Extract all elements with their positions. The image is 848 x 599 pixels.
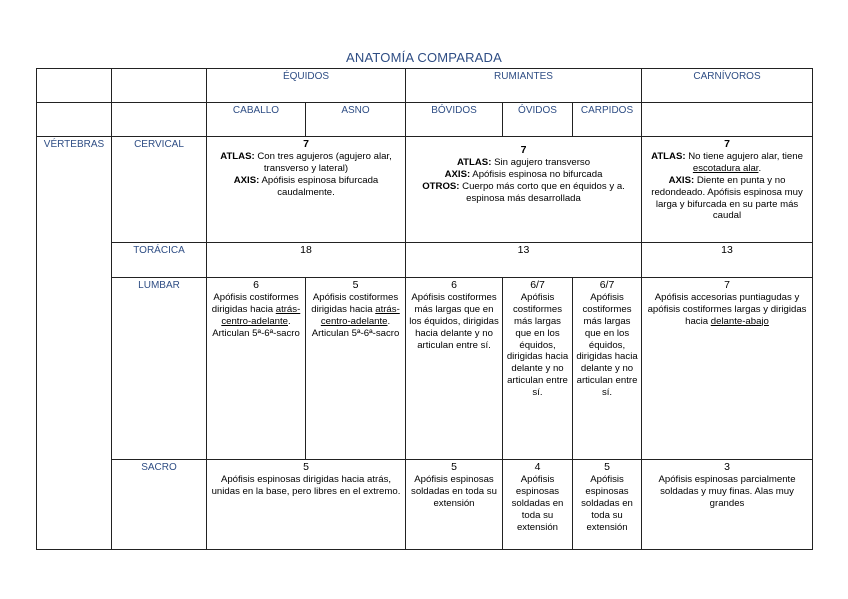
cell-lumbar-carpidos: [573, 278, 642, 460]
desc-text: Apófisis espinosas parcialmente soldadas y muy finas. Alas muy grandes: [658, 473, 796, 509]
cell-sacro-ovidos: [503, 460, 573, 550]
desc-text-end: . Articulan 5ª-6ª-sacro: [212, 315, 300, 339]
axis-key: AXIS:: [233, 174, 260, 186]
count: 7: [520, 144, 527, 156]
row-sacro: [37, 460, 813, 550]
desc-text: Apófisis espinosas soldadas en toda su extensión: [581, 473, 633, 533]
cell-sacro-bovidos: [406, 460, 503, 550]
cell-toracica-equidos: 18: [207, 243, 406, 278]
atlas-text: Sin agujero transverso: [491, 156, 591, 168]
count: 5: [451, 461, 457, 473]
row-label-lumbar: LUMBAR: [112, 278, 207, 460]
desc-text: Apófisis costiformes dirigidas hacia: [211, 291, 299, 315]
row-label-cervical: CERVICAL: [112, 137, 207, 243]
empty-header-cell: [112, 69, 207, 103]
row-label-toracica: TORÁCICA: [112, 243, 207, 278]
desc-underlined: atrás-centro-adelante: [221, 303, 301, 327]
axis-key: AXIS:: [444, 168, 471, 180]
header-row-groups: [37, 69, 813, 103]
count: 6/7: [530, 279, 545, 291]
atlas-text-end: .: [758, 162, 762, 174]
row-lumbar: [37, 278, 813, 460]
header-ovidos: ÓVIDOS: [503, 103, 573, 137]
axis-text: Apófisis espinosa no bifurcada: [470, 168, 603, 180]
count: 5: [604, 461, 610, 473]
cell-lumbar-carnivoros: [642, 278, 813, 460]
empty-corner-cell: [37, 69, 112, 103]
count: 7: [303, 138, 309, 150]
count: 7: [724, 138, 730, 150]
header-carpidos: CARPIDOS: [573, 103, 642, 137]
comparative-anatomy-table: [36, 68, 813, 550]
atlas-key: ATLAS:: [651, 150, 686, 162]
row-toracica: [37, 243, 813, 278]
cell-sacro-carnivoros: [642, 460, 813, 550]
header-caballo: CABALLO: [207, 103, 306, 137]
header-row-species: [37, 103, 813, 137]
desc-text: Apófisis costiformes más largas que en los équidos, dirigidas hacia delante y no articulan entre sí.: [409, 291, 499, 351]
otros-key: OTROS:: [422, 180, 460, 192]
count: 7: [724, 279, 730, 291]
desc-text: Apófisis espinosas dirigidas hacia atrás, unidas en la base, pero libres en el extremo.: [211, 473, 401, 497]
desc-text: Apófisis costiformes más largas que en los équidos, dirigidas hacia delante y no articulan entre sí.: [576, 291, 638, 399]
count: 4: [534, 461, 541, 473]
desc-underlined: atrás-centro-adelante: [320, 303, 400, 327]
atlas-key: ATLAS:: [456, 156, 492, 168]
cell-lumbar-bovidos: [406, 278, 503, 460]
header-carnivoros: CARNÍVOROS: [642, 69, 813, 103]
axis-key: AXIS:: [668, 174, 695, 186]
desc-text: Apófisis costiformes más largas que en los équidos, dirigidas hacia delante y no articulan entre sí.: [506, 291, 569, 399]
cell-lumbar-ovidos: [503, 278, 573, 460]
empty-header-cell: [112, 103, 207, 137]
cell-sacro-carpidos: [573, 460, 642, 550]
cell-toracica-carnivoros: 13: [642, 243, 813, 278]
otros-text: Cuerpo más corto que en équidos y a. espinosa más desarrollada: [459, 180, 625, 204]
document-title: ANATOMÍA COMPARADA: [345, 50, 502, 65]
count: 3: [724, 461, 730, 473]
cell-sacro-equidos: [207, 460, 406, 550]
row-label-sacro: SACRO: [112, 460, 207, 550]
desc-text: Apófisis espinosas soldadas en toda su extensión: [511, 473, 564, 533]
count: 6: [253, 279, 259, 291]
axis-text: Diente en punta y no redondeado. Apófisis espinosa muy larga y bifurcada en su parte más caudal: [651, 174, 803, 222]
empty-corner-cell: [37, 103, 112, 137]
atlas-key: ATLAS:: [220, 150, 255, 162]
count: 6/7: [599, 279, 615, 291]
cell-lumbar-asno: [306, 278, 406, 460]
empty-header-cell: [642, 103, 813, 137]
desc-text-end: . Articulan 5ª-6ª-sacro: [311, 315, 400, 339]
header-rumiantes: RUMIANTES: [406, 69, 642, 103]
cell-cervical-carnivoros: [642, 137, 813, 243]
header-equidos: ÉQUIDOS: [207, 69, 406, 103]
axis-text: Apófisis espinosa bifurcada caudalmente.: [259, 174, 379, 198]
cell-lumbar-caballo: [207, 278, 306, 460]
row-cervical: [37, 137, 813, 243]
atlas-text: No tiene agujero alar, tiene: [685, 150, 803, 162]
desc-text: Apófisis espinosas soldadas en toda su extensión: [411, 473, 497, 509]
atlas-text: Con tres agujeros (agujero alar, transverso y lateral): [254, 150, 392, 174]
count: 5: [303, 461, 309, 473]
cell-toracica-rumiantes: 13: [406, 243, 642, 278]
section-label-vertebras: VÉRTEBRAS: [37, 137, 112, 550]
header-bovidos: BÓVIDOS: [406, 103, 503, 137]
desc-text: Apófisis accesorias puntiagudas y apófisis costiformes largas y dirigidas hacia: [647, 291, 807, 327]
desc-underlined: delante-abajo: [710, 315, 769, 327]
count: 5: [352, 279, 359, 291]
cell-cervical-rumiantes: [406, 137, 642, 243]
desc-text: Apófisis costiformes dirigidas hacia: [311, 291, 399, 315]
atlas-underlined: escotadura alar: [692, 162, 759, 174]
header-asno: ASNO: [306, 103, 406, 137]
cell-cervical-equidos: [207, 137, 406, 243]
count: 6: [451, 279, 457, 291]
